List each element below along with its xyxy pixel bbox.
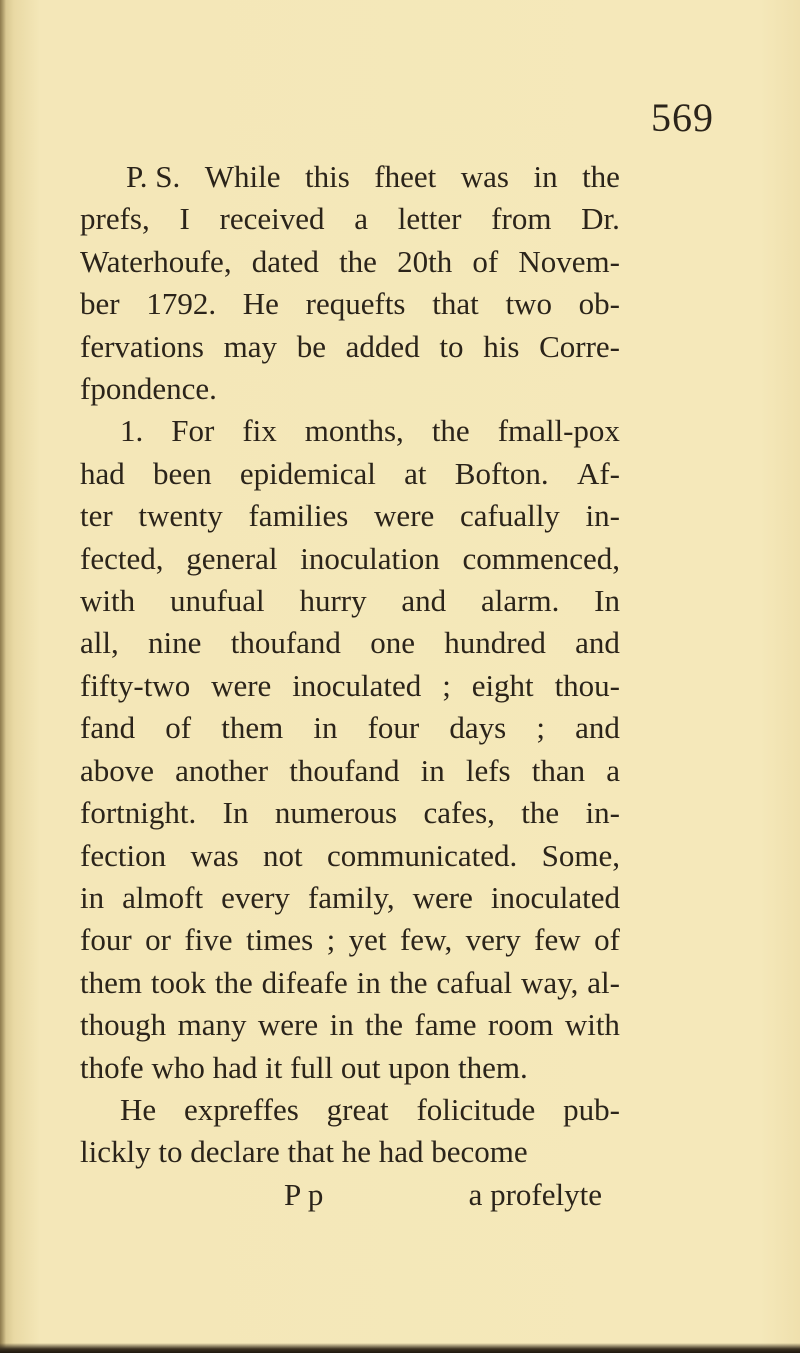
word: nine <box>148 625 202 661</box>
word: He <box>120 1091 157 1127</box>
word: In <box>222 795 249 831</box>
word: pub- <box>563 1091 620 1127</box>
word: a <box>354 201 369 237</box>
word: 1792. <box>146 286 217 322</box>
word: a <box>606 752 620 788</box>
word: fame <box>414 1007 477 1043</box>
word: had <box>80 455 125 491</box>
word: unufual <box>169 583 265 619</box>
word: inoculation <box>300 540 440 576</box>
text-line <box>80 410 620 452</box>
word: be <box>296 328 326 364</box>
word: He <box>242 286 279 322</box>
text-line <box>80 1004 620 1046</box>
word: than <box>531 752 586 788</box>
word: ; <box>326 922 336 958</box>
text-line <box>80 453 620 495</box>
word: ter <box>80 498 113 534</box>
word: that <box>287 1134 334 1170</box>
word: had <box>378 1134 424 1170</box>
word: the <box>582 159 620 194</box>
word: cafually <box>459 498 560 534</box>
word: in <box>420 752 445 788</box>
word: fix <box>242 413 277 449</box>
word: ber <box>80 286 120 322</box>
word: four <box>367 710 420 746</box>
word: added <box>345 328 420 364</box>
word: months, <box>304 413 404 449</box>
word: families <box>248 498 349 534</box>
word: family, <box>307 879 395 915</box>
word: thoufand <box>230 625 341 661</box>
word: Dr. <box>581 201 620 237</box>
word: eight <box>471 667 534 703</box>
word: fection <box>80 837 167 873</box>
word: cafual <box>436 964 513 1000</box>
word: days <box>449 710 507 746</box>
word: this <box>305 159 350 194</box>
word: I <box>179 201 190 237</box>
word: five <box>184 922 233 958</box>
text-line <box>80 538 620 580</box>
word: numerous <box>274 795 398 831</box>
page-number: 569 <box>651 95 714 140</box>
word: room <box>487 1007 554 1043</box>
word: cafes, <box>423 795 495 831</box>
word: prefs, <box>80 201 150 237</box>
text-line <box>80 792 620 834</box>
word: in <box>533 159 558 194</box>
word: though <box>80 1007 167 1043</box>
word: difeafe <box>261 964 348 1000</box>
word: thofe who had it full out upon them. <box>80 1049 528 1085</box>
word: fmall-pox <box>497 413 620 449</box>
page-bottom-edge <box>0 1343 800 1353</box>
word: fervations <box>80 328 204 364</box>
word: For <box>171 413 215 449</box>
word: ob- <box>578 286 620 322</box>
word: received <box>219 201 325 237</box>
word: thoufand <box>289 752 400 788</box>
word: not <box>263 837 303 873</box>
word: all, <box>80 625 119 661</box>
word: in <box>313 710 338 746</box>
text-line <box>80 198 620 240</box>
word: in <box>356 964 381 1000</box>
text-line <box>80 919 620 961</box>
word: dated <box>251 243 319 279</box>
word: ; <box>536 710 545 746</box>
word: many <box>177 1007 247 1043</box>
text-line <box>80 1047 620 1089</box>
word: alarm. <box>481 583 560 619</box>
word: them <box>221 710 284 746</box>
word: of <box>594 922 620 958</box>
word: communicated. <box>327 837 518 873</box>
word: ; <box>442 667 451 703</box>
word: Waterhoufe, <box>80 243 232 279</box>
word: his <box>483 328 520 364</box>
word: with <box>80 583 136 619</box>
text-line <box>80 1131 620 1173</box>
word: lickly <box>80 1134 151 1170</box>
word: become <box>431 1134 528 1170</box>
word: 20th <box>397 243 453 279</box>
text-line <box>80 707 620 749</box>
text-line <box>80 495 620 537</box>
word: and <box>575 625 620 661</box>
word: fpondence. <box>80 371 217 407</box>
text-line <box>80 962 620 1004</box>
word: inoculated <box>490 879 620 915</box>
word: of <box>472 243 499 279</box>
text-line <box>80 835 620 877</box>
word: the <box>365 1007 404 1043</box>
word: in- <box>585 795 620 831</box>
word: in <box>80 879 105 915</box>
paragraph-observation-one <box>80 410 620 1089</box>
word: the <box>521 795 560 831</box>
text-line <box>80 580 620 622</box>
word: the <box>389 964 428 1000</box>
text-line <box>80 665 620 707</box>
word: Some, <box>541 837 620 873</box>
word: declare <box>190 1134 280 1170</box>
word: to <box>439 328 464 364</box>
word: he <box>341 1134 371 1170</box>
word: was <box>190 837 239 873</box>
word: took <box>150 964 207 1000</box>
word: were <box>412 879 473 915</box>
word: fand <box>80 710 136 746</box>
word: Bofton. <box>454 455 549 491</box>
word: and <box>575 710 620 746</box>
word: every <box>221 879 290 915</box>
word: general <box>186 540 278 576</box>
word: requefts <box>305 286 406 322</box>
paragraph-observation-two <box>80 1089 620 1174</box>
word: were <box>257 1007 319 1043</box>
word: fheet <box>374 159 437 194</box>
word: While <box>204 159 281 194</box>
signature-line <box>80 1174 620 1216</box>
word: expreffes <box>184 1091 299 1127</box>
word: with <box>564 1007 620 1043</box>
word: were <box>211 667 272 703</box>
word: thou- <box>554 667 620 703</box>
word: fortnight. <box>80 795 197 831</box>
word: in <box>329 1007 354 1043</box>
text-line <box>80 283 620 325</box>
text-line <box>80 241 620 283</box>
word: them <box>80 964 142 1000</box>
word: fifty-two <box>80 667 191 703</box>
word: four <box>80 922 132 958</box>
word: way, <box>521 964 579 1000</box>
text-line <box>80 156 620 198</box>
word: Corre- <box>539 328 620 364</box>
word: Af- <box>576 455 620 491</box>
paragraph-postscript <box>80 156 620 410</box>
word: hurry <box>299 583 367 619</box>
word: two <box>505 286 552 322</box>
word: to <box>158 1134 183 1170</box>
page-gutter-shadow <box>0 0 6 1353</box>
word: 1. <box>120 413 144 449</box>
text-line <box>80 368 620 410</box>
word: another <box>175 752 269 788</box>
word: In <box>594 583 620 619</box>
word: fected, <box>80 540 164 576</box>
word: the <box>214 964 253 1000</box>
word: al- <box>587 964 620 1000</box>
word: the <box>339 243 377 279</box>
page-text-block <box>80 156 620 1216</box>
word: great <box>326 1091 389 1127</box>
text-line <box>80 622 620 664</box>
word: from <box>491 201 552 237</box>
word: or <box>145 922 171 958</box>
word: that <box>432 286 479 322</box>
word: times <box>246 922 314 958</box>
text-line <box>80 326 620 368</box>
word: above <box>80 752 155 788</box>
signature-mark: P p <box>284 1176 324 1212</box>
word: almoft <box>122 879 204 915</box>
word: been <box>153 455 212 491</box>
word: twenty <box>138 498 223 534</box>
word: yet <box>348 922 387 958</box>
word: few, <box>399 922 453 958</box>
word: P. S. <box>126 159 181 194</box>
catchword: a profelyte <box>468 1176 602 1212</box>
word: lefs <box>465 752 511 788</box>
word: may <box>223 328 278 364</box>
word: in- <box>585 498 620 534</box>
word: were <box>374 498 435 534</box>
word: few <box>534 922 581 958</box>
text-line <box>80 1089 620 1131</box>
word: folicitude <box>416 1091 536 1127</box>
word: the <box>431 413 470 449</box>
word: letter <box>397 201 462 237</box>
word: Novem- <box>518 243 620 279</box>
word: of <box>165 710 192 746</box>
text-line <box>80 877 620 919</box>
word: was <box>460 159 509 194</box>
word: at <box>404 455 427 491</box>
word: epidemical <box>239 455 376 491</box>
word: inoculated <box>292 667 422 703</box>
word: very <box>465 922 521 958</box>
word: commenced, <box>462 540 620 576</box>
text-line <box>80 750 620 792</box>
word: and <box>401 583 447 619</box>
word: one <box>370 625 415 661</box>
word: hundred <box>444 625 546 661</box>
